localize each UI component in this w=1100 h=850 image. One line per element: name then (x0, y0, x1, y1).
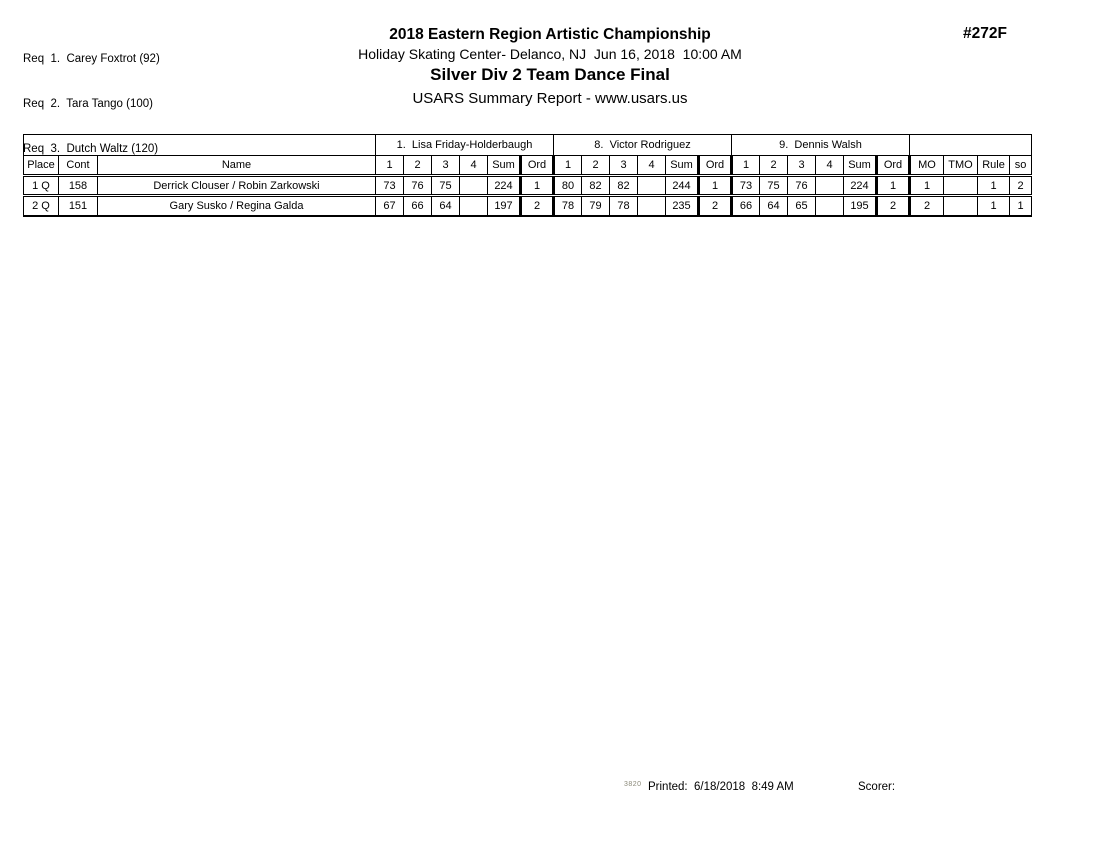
result-row (24, 176, 1032, 196)
cell-ord: 1 (699, 176, 732, 196)
event-title: 2018 Eastern Region Artistic Championship (389, 26, 711, 43)
col-header-mark: 2 (760, 156, 788, 176)
cell-tmo (944, 196, 978, 216)
cell-mark: 66 (732, 196, 760, 216)
required-dance-item: Req 1. Carey Foxtrot (92) (23, 53, 160, 65)
cell-mark: 67 (376, 196, 404, 216)
cell-mark: 82 (582, 176, 610, 196)
column-header-row (24, 156, 1032, 176)
cell-mark (460, 196, 488, 216)
col-header-mark: 3 (788, 156, 816, 176)
col-header-rule: Rule (978, 156, 1010, 176)
cell-so: 2 (1010, 176, 1032, 196)
cell-mark: 79 (582, 196, 610, 216)
cell-ord: 2 (699, 196, 732, 216)
cell-mark (638, 196, 666, 216)
cell-mark: 76 (404, 176, 432, 196)
cell-mark: 65 (788, 196, 816, 216)
judge-name-header: 8. Victor Rodriguez (554, 135, 732, 156)
col-header-mark: 1 (376, 156, 404, 176)
cell-mark: 66 (404, 196, 432, 216)
cell-mark (816, 196, 844, 216)
col-header-sum: Sum (844, 156, 877, 176)
cell-sum: 197 (488, 196, 521, 216)
col-header-mark: 4 (460, 156, 488, 176)
cell-sum: 235 (666, 196, 699, 216)
cell-mark (460, 176, 488, 196)
cell-mark: 73 (732, 176, 760, 196)
col-header-sum: Sum (488, 156, 521, 176)
spacer-cell (24, 135, 376, 156)
col-header-mark: 2 (404, 156, 432, 176)
judges-header-row (24, 135, 1032, 156)
cell-sum: 195 (844, 196, 877, 216)
cell-mark: 64 (432, 196, 460, 216)
col-header-ord: Ord (877, 156, 910, 176)
col-header-mo: MO (910, 156, 944, 176)
cell-tmo (944, 176, 978, 196)
col-header-mark: 4 (638, 156, 666, 176)
col-header-sum: Sum (666, 156, 699, 176)
cell-mark: 64 (760, 196, 788, 216)
spacer-cell (910, 135, 1032, 156)
cell-mark: 73 (376, 176, 404, 196)
col-header-tmo: TMO (944, 156, 978, 176)
cell-mark: 76 (788, 176, 816, 196)
cell-mark: 75 (760, 176, 788, 196)
cell-ord: 1 (521, 176, 554, 196)
event-number: #272F (963, 25, 1007, 42)
report-code: 3820 (624, 781, 642, 788)
cell-mo: 2 (910, 196, 944, 216)
col-header-mark: 3 (432, 156, 460, 176)
cell-mark: 80 (554, 176, 582, 196)
cell-mark: 82 (610, 176, 638, 196)
cell-cont: 158 (59, 176, 98, 196)
cell-mark: 78 (610, 196, 638, 216)
cell-rule: 1 (978, 176, 1010, 196)
cell-mo: 1 (910, 176, 944, 196)
cell-mark (816, 176, 844, 196)
col-header-mark: 4 (816, 156, 844, 176)
cell-mark (638, 176, 666, 196)
cell-so: 1 (1010, 196, 1032, 216)
col-header-ord: Ord (521, 156, 554, 176)
results-table (23, 134, 1032, 217)
cell-ord: 2 (521, 196, 554, 216)
required-dance-item: Req 2. Tara Tango (100) (23, 98, 153, 110)
judge-name-header: 1. Lisa Friday-Holderbaugh (376, 135, 554, 156)
judge-name-header: 9. Dennis Walsh (732, 135, 910, 156)
col-header-place: Place (24, 156, 59, 176)
cell-mark: 78 (554, 196, 582, 216)
col-header-mark: 2 (582, 156, 610, 176)
cell-ord: 2 (877, 196, 910, 216)
col-header-mark: 1 (554, 156, 582, 176)
cell-sum: 224 (844, 176, 877, 196)
cell-ord: 1 (877, 176, 910, 196)
cell-cont: 151 (59, 196, 98, 216)
printed-timestamp: Printed: 6/18/2018 8:49 AM (648, 781, 794, 793)
cell-mark: 75 (432, 176, 460, 196)
cell-place: 1 Q (24, 176, 59, 196)
cell-skater-names: Gary Susko / Regina Galda (98, 196, 376, 216)
col-header-ord: Ord (699, 156, 732, 176)
cell-place: 2 Q (24, 196, 59, 216)
col-header-so: so (1010, 156, 1032, 176)
cell-sum: 244 (666, 176, 699, 196)
col-header-cont: Cont (59, 156, 98, 176)
division-title: Silver Div 2 Team Dance Final (430, 65, 670, 84)
report-header (0, 0, 1100, 107)
col-header-name: Name (98, 156, 376, 176)
result-row (24, 196, 1032, 216)
required-dance-item: Req 3. Dutch Waltz (120) (23, 143, 159, 155)
col-header-mark: 3 (610, 156, 638, 176)
scorer-label: Scorer: (858, 781, 896, 793)
report-subtitle: USARS Summary Report - www.usars.us (412, 90, 688, 107)
col-header-mark: 1 (732, 156, 760, 176)
cell-rule: 1 (978, 196, 1010, 216)
venue-date-line: Holiday Skating Center- Delanco, NJ Jun 16, 2018 10:00 AM (358, 46, 742, 62)
cell-sum: 224 (488, 176, 521, 196)
cell-skater-names: Derrick Clouser / Robin Zarkowski (98, 176, 376, 196)
